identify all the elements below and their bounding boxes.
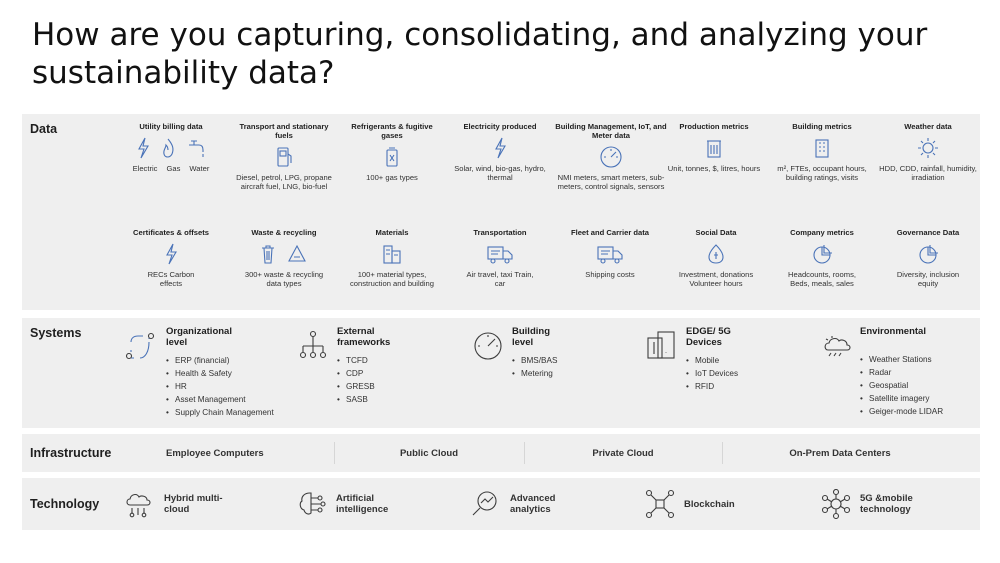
cell-desc: HDD, CDD, rainfall, humidity, irradiation (879, 164, 977, 182)
tech-hybrid-cloud (124, 489, 226, 519)
tech-label: Advanced analytics (510, 493, 556, 515)
cell-heading: Certificates & offsets (133, 228, 209, 237)
data-cell-electricity (450, 122, 550, 182)
trash-icon (260, 243, 276, 265)
list-item: • Geospatial (860, 379, 980, 392)
hybrid-cloud-icon (124, 489, 156, 519)
list-item: • Satellite imagery (860, 392, 980, 405)
cell-desc: Diesel, petrol, LPG, propane aircraft fuel, LNG, bio-fuel (236, 173, 332, 191)
cell-desc: Solar, wind, bio-gas, hydro, thermal (454, 164, 546, 182)
system-organizational (166, 326, 306, 419)
data-cell-transportation (450, 228, 550, 288)
list-item: • Radar (860, 366, 980, 379)
list-item: • Health & Safety (166, 367, 306, 380)
system-heading: Building level (512, 326, 550, 348)
cell-heading: Fleet and Carrier data (570, 228, 650, 237)
blockchain-icon (644, 489, 676, 519)
list-item: • Geiger-mode LIDAR (860, 405, 980, 418)
system-building (512, 326, 632, 380)
cell-desc: RECs Carbon effects (147, 270, 195, 288)
data-cell-social (664, 228, 768, 288)
page-title: How are you capturing, consolidating, and analyzing your sustainability data? (32, 17, 928, 91)
cell-heading: Electricity produced (463, 122, 537, 131)
cell-heading: Building Management, IoT, and Meter data (555, 122, 667, 140)
tech-label: Hybrid multi-cloud (164, 493, 223, 515)
network-5g-icon (820, 489, 852, 519)
cell-heading: Weather data (904, 122, 952, 131)
sublabel-water: Water (189, 164, 210, 173)
data-label: Data (30, 122, 58, 136)
tech-label: Artificial intelligence (336, 493, 389, 515)
cell-heading: Production metrics (679, 122, 749, 131)
list-item: • SASB (337, 393, 457, 406)
list-item: • Metering (512, 367, 632, 380)
ai-brain-icon (296, 489, 328, 519)
cell-heading: Transport and stationary fuels (239, 122, 329, 140)
list-item: • IoT Devices (686, 367, 806, 380)
data-cell-weather (878, 122, 978, 182)
system-heading: Organizational level (166, 326, 232, 348)
cell-heading: Waste & recycling (251, 228, 317, 237)
list-item: • ERP (financial) (166, 354, 306, 367)
infra-public-cloud: Public Cloud (399, 447, 459, 459)
cell-desc: Shipping costs (585, 270, 635, 279)
list-item: • GRESB (337, 380, 457, 393)
sublabel-electric: Electric (132, 164, 158, 173)
data-cell-fleet (558, 228, 662, 279)
cell-desc: Investment, donations Volunteer hours (678, 270, 754, 288)
list-item: • HR (166, 380, 306, 393)
gauge-icon (472, 330, 504, 362)
infrastructure-band (22, 434, 980, 472)
sublabel-gas: Gas (166, 164, 181, 173)
infra-private-cloud: Private Cloud (592, 447, 654, 459)
technology-label: Technology (30, 497, 100, 511)
list-item: • CDP (337, 367, 457, 380)
infrastructure-label: Infrastructure (30, 446, 112, 460)
pie-chart-icon (811, 243, 833, 265)
lightning-icon (493, 137, 507, 159)
truck-icon (596, 243, 624, 265)
list-item: • Weather Stations (860, 353, 980, 366)
cell-heading: Refrigerants & fugitive gases (351, 122, 433, 140)
cell-heading: Materials (375, 228, 409, 237)
social-icon (706, 243, 726, 265)
systems-band (22, 318, 980, 428)
data-cell-company (772, 228, 872, 288)
list-item: • Asset Management (166, 393, 306, 406)
cell-desc: Air travel, taxi Train, car (466, 270, 534, 288)
system-edge (686, 326, 806, 393)
system-heading: External frameworks (337, 326, 391, 348)
lightning-icon (164, 243, 178, 265)
production-icon (705, 137, 723, 159)
building-icon (813, 137, 831, 159)
electric-icon (136, 137, 150, 159)
infra-on-prem: On-Prem Data Centers (789, 447, 891, 459)
data-cell-materials (342, 228, 442, 288)
cell-desc: m², FTEs, occupant hours, building ratings, visits (777, 164, 867, 182)
cell-heading: Utility billing data (139, 122, 203, 131)
systems-label: Systems (30, 326, 82, 340)
gas-cylinder-icon (384, 146, 400, 168)
sun-icon (916, 136, 940, 160)
list-item: • TCFD (337, 354, 457, 367)
tech-ai (296, 489, 398, 519)
cell-desc: NMI meters, smart meters, sub-meters, control signals, sensors (557, 173, 665, 191)
fuel-icon (275, 146, 293, 168)
devices-icon (646, 328, 676, 362)
cell-heading: Company metrics (790, 228, 854, 237)
data-cell-refrigerants (342, 122, 442, 182)
tech-label: 5G &mobile technology (860, 493, 913, 515)
data-cell-production (664, 122, 764, 173)
data-band (22, 114, 980, 310)
tech-5g (820, 489, 926, 519)
technology-band (22, 478, 980, 530)
water-tap-icon (186, 137, 206, 159)
cell-desc: 100+ material types, construction and building (349, 270, 434, 288)
list-item: • RFID (686, 380, 806, 393)
data-cell-bms (552, 122, 670, 191)
weather-cloud-icon (822, 332, 854, 362)
data-cell-governance (878, 228, 978, 288)
hierarchy-icon (298, 330, 328, 362)
recycle-icon (286, 243, 308, 265)
cell-desc: 100+ gas types (366, 173, 418, 182)
cycle-icon (125, 332, 155, 362)
data-cell-fuels (234, 122, 334, 191)
system-heading: EDGE/ 5G Devices (686, 326, 731, 348)
cell-desc: 300+ waste & recycling data types (244, 270, 324, 288)
cell-desc: Diversity, inclusion equity (896, 270, 960, 288)
tech-analytics (470, 489, 566, 519)
pie-chart-icon (917, 243, 939, 265)
data-cell-utility (116, 122, 226, 173)
list-item: • BMS/BAS (512, 354, 632, 367)
data-cell-building (772, 122, 872, 182)
gauge-icon (599, 145, 623, 169)
tech-blockchain (644, 489, 735, 519)
list-item: • Mobile (686, 354, 806, 367)
system-environmental (860, 326, 980, 418)
truck-icon (486, 243, 514, 265)
cell-desc: Unit, tonnes, $, litres, hours (667, 164, 761, 173)
cell-heading: Transportation (473, 228, 527, 237)
system-external (337, 326, 457, 406)
cell-desc: Headcounts, rooms, Beds, meals, sales (788, 270, 856, 288)
data-cell-certificates (116, 228, 226, 288)
infra-employee-computers: Employee Computers (166, 447, 264, 459)
gas-flame-icon (160, 137, 176, 159)
system-heading: Environmental (860, 326, 926, 337)
cell-heading: Building metrics (792, 122, 852, 131)
list-item: • Supply Chain Management (166, 406, 306, 419)
cell-heading: Governance Data (896, 228, 960, 237)
cell-heading: Social Data (695, 228, 737, 237)
tech-label: Blockchain (684, 498, 735, 510)
data-cell-waste (234, 228, 334, 288)
materials-icon (381, 243, 403, 265)
analytics-icon (470, 489, 502, 519)
